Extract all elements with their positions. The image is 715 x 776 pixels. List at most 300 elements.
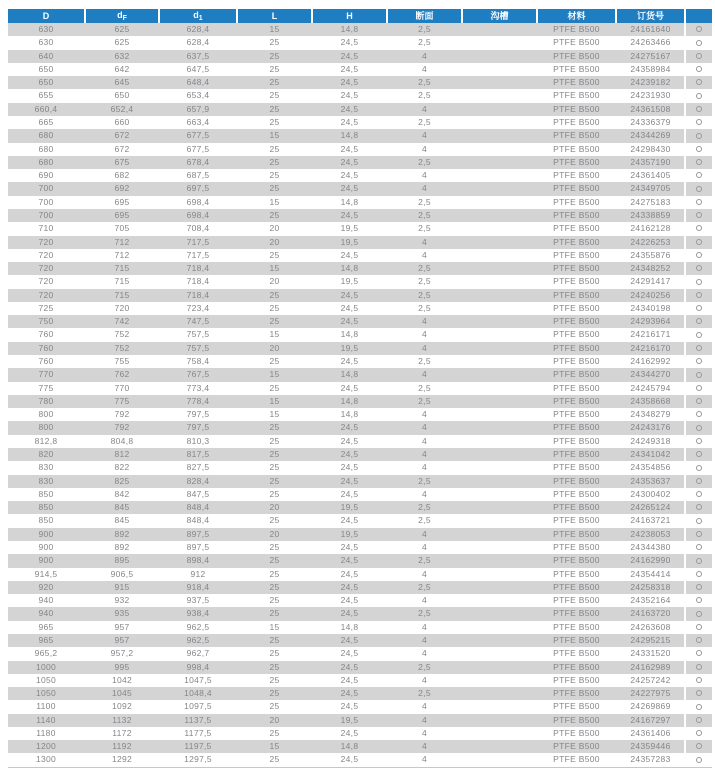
table-cell: 24163720 — [615, 607, 684, 620]
table-cell: PTFE B500 — [536, 435, 615, 448]
table-cell: 848,4 — [158, 514, 236, 527]
table-cell: 682 — [84, 169, 158, 182]
table-cell: PTFE B500 — [536, 607, 615, 620]
table-cell: 25 — [236, 289, 311, 302]
table-row — [8, 740, 712, 753]
table-cell: 24349705 — [615, 182, 684, 195]
table-cell: 24361405 — [615, 169, 684, 182]
table-cell: 830 — [8, 461, 84, 474]
table-cell: PTFE B500 — [536, 169, 615, 182]
table-cell: 775 — [84, 395, 158, 408]
order-marker-cell — [684, 528, 712, 541]
table-cell: 695 — [84, 196, 158, 209]
header-label: 订货号 — [636, 10, 664, 21]
table-cell: 720 — [8, 236, 84, 249]
table-cell: PTFE B500 — [536, 342, 615, 355]
table-cell: 717,5 — [158, 236, 236, 249]
table-cell: 24163721 — [615, 514, 684, 527]
table-cell — [461, 727, 536, 740]
table-cell — [461, 700, 536, 713]
table-cell: 1097,5 — [158, 700, 236, 713]
circle-icon — [696, 199, 702, 205]
table-cell: 24359446 — [615, 740, 684, 753]
table-cell: 4 — [386, 528, 461, 541]
table-cell: 24,5 — [311, 182, 386, 195]
table-cell: 892 — [84, 541, 158, 554]
table-cell: 690 — [8, 169, 84, 182]
table-cell: PTFE B500 — [536, 661, 615, 674]
table-row — [8, 528, 712, 541]
circle-icon — [696, 757, 702, 763]
table-cell: 775 — [8, 382, 84, 395]
table-cell: 24162128 — [615, 222, 684, 235]
circle-icon — [696, 717, 702, 723]
table-row — [8, 355, 712, 368]
table-cell: 755 — [84, 355, 158, 368]
table-cell: PTFE B500 — [536, 196, 615, 209]
table-cell: 25 — [236, 421, 311, 434]
table-cell — [461, 448, 536, 461]
table-cell: PTFE B500 — [536, 382, 615, 395]
table-cell — [461, 129, 536, 142]
table-cell: 757,5 — [158, 328, 236, 341]
table-cell: 20 — [236, 528, 311, 541]
table-cell: PTFE B500 — [536, 581, 615, 594]
table-cell — [461, 236, 536, 249]
table-row — [8, 302, 712, 315]
table-cell: 25 — [236, 488, 311, 501]
table-cell: 24265124 — [615, 501, 684, 514]
circle-icon — [696, 119, 702, 125]
table-cell — [461, 753, 536, 766]
table-cell: 995 — [84, 661, 158, 674]
table-cell: 720 — [84, 302, 158, 315]
table-cell: 4 — [386, 435, 461, 448]
table-cell — [461, 594, 536, 607]
table-cell: 24293964 — [615, 315, 684, 328]
circle-icon — [696, 358, 702, 364]
table-cell: 4 — [386, 541, 461, 554]
table-cell: 25 — [236, 302, 311, 315]
table-cell: PTFE B500 — [536, 714, 615, 727]
table-cell: 1050 — [8, 674, 84, 687]
table-cell — [461, 103, 536, 116]
circle-icon — [696, 411, 702, 417]
order-marker-cell — [684, 448, 712, 461]
table-cell: 4 — [386, 182, 461, 195]
table-cell: 642 — [84, 63, 158, 76]
order-marker-cell — [684, 541, 712, 554]
circle-icon — [696, 53, 702, 59]
table-cell: 20 — [236, 222, 311, 235]
table-cell — [461, 289, 536, 302]
circle-icon — [696, 690, 702, 696]
table-cell — [461, 262, 536, 275]
table-cell: 2,5 — [386, 289, 461, 302]
table-cell: 25 — [236, 382, 311, 395]
table-cell — [461, 63, 536, 76]
table-cell: 24257242 — [615, 674, 684, 687]
table-cell: 4 — [386, 674, 461, 687]
circle-icon — [696, 186, 702, 192]
table-cell: 2,5 — [386, 554, 461, 567]
table-cell: 900 — [8, 541, 84, 554]
table-cell: 965,2 — [8, 647, 84, 660]
table-cell: PTFE B500 — [536, 395, 615, 408]
table-cell: 14,8 — [311, 740, 386, 753]
table-cell: 24,5 — [311, 674, 386, 687]
table-cell: 25 — [236, 581, 311, 594]
table-cell — [461, 408, 536, 421]
table-cell: PTFE B500 — [536, 23, 615, 36]
table-cell: 24,5 — [311, 607, 386, 620]
table-cell: 15 — [236, 328, 311, 341]
table-cell: PTFE B500 — [536, 501, 615, 514]
table-cell — [461, 89, 536, 102]
order-marker-cell — [684, 661, 712, 674]
table-cell: 4 — [386, 143, 461, 156]
table-cell: 25 — [236, 541, 311, 554]
table-cell: 25 — [236, 116, 311, 129]
circle-icon — [696, 133, 702, 139]
table-row — [8, 342, 712, 355]
order-marker-cell — [684, 342, 712, 355]
table-cell: 24162990 — [615, 554, 684, 567]
order-marker-cell — [684, 315, 712, 328]
table-cell: 804,8 — [84, 435, 158, 448]
table-cell: 822 — [84, 461, 158, 474]
circle-icon — [696, 106, 702, 112]
order-marker-cell — [684, 116, 712, 129]
circle-icon — [696, 451, 702, 457]
table-cell: 680 — [8, 129, 84, 142]
table-row — [8, 89, 712, 102]
table-row — [8, 156, 712, 169]
circle-icon — [696, 292, 702, 298]
table-cell: 4 — [386, 169, 461, 182]
table-cell: 15 — [236, 262, 311, 275]
table-row — [8, 700, 712, 713]
table-cell — [461, 674, 536, 687]
table-cell: 25 — [236, 76, 311, 89]
table-cell: 24231930 — [615, 89, 684, 102]
table-cell: 752 — [84, 328, 158, 341]
table-cell: 19,5 — [311, 275, 386, 288]
table-cell — [461, 435, 536, 448]
table-cell: 2,5 — [386, 89, 461, 102]
table-cell: 15 — [236, 368, 311, 381]
table-cell: 2,5 — [386, 222, 461, 235]
table-cell: 672 — [84, 129, 158, 142]
order-marker-cell — [684, 607, 712, 620]
table-cell: 24338859 — [615, 209, 684, 222]
table-cell: 24348252 — [615, 262, 684, 275]
table-cell: 842 — [84, 488, 158, 501]
table-cell: 24226253 — [615, 236, 684, 249]
table-cell: 24,5 — [311, 594, 386, 607]
table-cell: 15 — [236, 740, 311, 753]
table-cell: 800 — [8, 408, 84, 421]
header-label: d — [193, 10, 199, 20]
order-marker-cell — [684, 647, 712, 660]
table-cell: 847,5 — [158, 488, 236, 501]
table-cell: 24167297 — [615, 714, 684, 727]
table-cell: PTFE B500 — [536, 129, 615, 142]
table-cell: 24357190 — [615, 156, 684, 169]
table-cell: 24,5 — [311, 753, 386, 766]
table-cell: 630 — [8, 23, 84, 36]
table-cell: 897,5 — [158, 528, 236, 541]
table-row — [8, 395, 712, 408]
table-cell: 24,5 — [311, 488, 386, 501]
table-cell: 25 — [236, 461, 311, 474]
table-cell: 24,5 — [311, 315, 386, 328]
table-row — [8, 382, 712, 395]
table-row — [8, 541, 712, 554]
circle-icon — [696, 93, 702, 99]
order-marker-cell — [684, 687, 712, 700]
table-cell: 19,5 — [311, 222, 386, 235]
table-cell: 625 — [84, 23, 158, 36]
table-cell: 4 — [386, 328, 461, 341]
table-row — [8, 116, 712, 129]
table-cell: 717,5 — [158, 249, 236, 262]
table-cell: 770 — [8, 368, 84, 381]
table-cell: 24354856 — [615, 461, 684, 474]
table-cell — [461, 169, 536, 182]
order-marker-cell — [684, 328, 712, 341]
order-marker-cell — [684, 368, 712, 381]
table-cell: 4 — [386, 368, 461, 381]
table-cell: PTFE B500 — [536, 116, 615, 129]
table-cell: 25 — [236, 355, 311, 368]
table-row — [8, 687, 712, 700]
table-cell: 24,5 — [311, 461, 386, 474]
order-marker-cell — [684, 488, 712, 501]
table-cell: 850 — [8, 488, 84, 501]
table-cell: 15 — [236, 23, 311, 36]
table-cell: PTFE B500 — [536, 740, 615, 753]
circle-icon — [696, 385, 702, 391]
table-cell: 15 — [236, 129, 311, 142]
order-marker-cell — [684, 581, 712, 594]
table-row — [8, 647, 712, 660]
order-marker-cell — [684, 222, 712, 235]
table-cell: 1132 — [84, 714, 158, 727]
table-cell: 965 — [8, 621, 84, 634]
table-cell: 24216170 — [615, 342, 684, 355]
header-label: L — [271, 10, 278, 21]
table-cell: PTFE B500 — [536, 236, 615, 249]
table-row — [8, 568, 712, 581]
table-cell: 665 — [8, 116, 84, 129]
table-cell: 645 — [84, 76, 158, 89]
table-cell: 720 — [8, 275, 84, 288]
table-cell: 762 — [84, 368, 158, 381]
table-cell: 940 — [8, 607, 84, 620]
table-cell: 1292 — [84, 753, 158, 766]
table-cell — [461, 501, 536, 514]
table-cell: 24353637 — [615, 475, 684, 488]
table-cell: PTFE B500 — [536, 528, 615, 541]
table-cell — [461, 209, 536, 222]
table-cell — [461, 461, 536, 474]
table-cell: 830 — [8, 475, 84, 488]
table-cell: 962,7 — [158, 647, 236, 660]
table-cell: 2,5 — [386, 36, 461, 49]
header-cell-order-marker — [684, 9, 712, 23]
table-cell: 14,8 — [311, 196, 386, 209]
table-cell: 24,5 — [311, 143, 386, 156]
table-cell: 2,5 — [386, 355, 461, 368]
table-cell — [461, 607, 536, 620]
circle-icon — [696, 650, 702, 656]
circle-icon — [696, 425, 702, 431]
table-cell: 25 — [236, 50, 311, 63]
table-cell: 700 — [8, 209, 84, 222]
table-cell: 850 — [8, 514, 84, 527]
circle-icon — [696, 372, 702, 378]
table-cell: 695 — [84, 209, 158, 222]
circle-icon — [696, 66, 702, 72]
table-cell: 2,5 — [386, 607, 461, 620]
table-cell: 14,8 — [311, 328, 386, 341]
table-cell: PTFE B500 — [536, 700, 615, 713]
order-marker-cell — [684, 23, 712, 36]
table-cell: 24358668 — [615, 395, 684, 408]
order-marker-cell — [684, 143, 712, 156]
table-cell — [461, 368, 536, 381]
order-marker-cell — [684, 289, 712, 302]
table-cell: 2,5 — [386, 275, 461, 288]
table-row — [8, 209, 712, 222]
table-cell: 1045 — [84, 687, 158, 700]
table-cell: PTFE B500 — [536, 634, 615, 647]
order-marker-cell — [684, 554, 712, 567]
table-body — [8, 23, 712, 767]
table-cell: 718,4 — [158, 275, 236, 288]
table-cell: PTFE B500 — [536, 488, 615, 501]
header-cell — [236, 9, 311, 23]
header-cell — [311, 9, 386, 23]
order-marker-cell — [684, 461, 712, 474]
table-cell: PTFE B500 — [536, 753, 615, 766]
table-row — [8, 315, 712, 328]
table-cell: 24,5 — [311, 421, 386, 434]
table-cell: 25 — [236, 753, 311, 766]
table-cell: 778,4 — [158, 395, 236, 408]
table-cell: 720 — [8, 262, 84, 275]
table-cell — [461, 581, 536, 594]
circle-icon — [696, 305, 702, 311]
table-row — [8, 143, 712, 156]
order-marker-cell — [684, 753, 712, 766]
table-cell: 718,4 — [158, 289, 236, 302]
table-cell: 25 — [236, 89, 311, 102]
table-row — [8, 182, 712, 195]
table-cell: 1047,5 — [158, 674, 236, 687]
table-row — [8, 581, 712, 594]
table-cell: 24336379 — [615, 116, 684, 129]
table-cell: 24,5 — [311, 581, 386, 594]
circle-icon — [696, 491, 702, 497]
table-cell: 14,8 — [311, 129, 386, 142]
table-cell: 812 — [84, 448, 158, 461]
table-cell: 698,4 — [158, 209, 236, 222]
table-cell: 906,5 — [84, 568, 158, 581]
order-marker-cell — [684, 275, 712, 288]
table-cell: 24,5 — [311, 156, 386, 169]
table-cell: 697,5 — [158, 182, 236, 195]
table-cell: 678,4 — [158, 156, 236, 169]
table-row — [8, 289, 712, 302]
circle-icon — [696, 478, 702, 484]
table-cell: 962,5 — [158, 621, 236, 634]
table-cell — [461, 222, 536, 235]
circle-icon — [696, 584, 702, 590]
table-row — [8, 554, 712, 567]
table-cell: 712 — [84, 249, 158, 262]
table-cell: 24239182 — [615, 76, 684, 89]
table-cell: 24,5 — [311, 103, 386, 116]
table-cell: 24,5 — [311, 435, 386, 448]
table-cell: 24161640 — [615, 23, 684, 36]
order-marker-cell — [684, 209, 712, 222]
table-cell: 825 — [84, 475, 158, 488]
table-row — [8, 262, 712, 275]
table-cell: 24269869 — [615, 700, 684, 713]
table-cell: 25 — [236, 568, 311, 581]
table-cell: 715 — [84, 262, 158, 275]
table-cell: 24354414 — [615, 568, 684, 581]
order-marker-cell — [684, 103, 712, 116]
table-cell: 725 — [8, 302, 84, 315]
table-cell — [461, 634, 536, 647]
table-cell: PTFE B500 — [536, 275, 615, 288]
table-cell: 820 — [8, 448, 84, 461]
table-row — [8, 408, 712, 421]
table-cell: 770 — [84, 382, 158, 395]
table-cell: 24,5 — [311, 727, 386, 740]
table-cell: 747,5 — [158, 315, 236, 328]
table-row — [8, 674, 712, 687]
table-cell: 24227975 — [615, 687, 684, 700]
table-cell: 742 — [84, 315, 158, 328]
table-cell: 2,5 — [386, 581, 461, 594]
table-cell: 14,8 — [311, 621, 386, 634]
table-cell — [461, 143, 536, 156]
table-cell: PTFE B500 — [536, 76, 615, 89]
table-cell: 24355876 — [615, 249, 684, 262]
table-cell: 708,4 — [158, 222, 236, 235]
header-label: H — [346, 10, 353, 21]
table-cell: 757,5 — [158, 342, 236, 355]
table-cell: 24275167 — [615, 50, 684, 63]
table-cell: 24,5 — [311, 568, 386, 581]
order-marker-cell — [684, 302, 712, 315]
circle-icon — [696, 544, 702, 550]
table-row — [8, 753, 712, 766]
table-cell — [461, 249, 536, 262]
table-cell: 25 — [236, 182, 311, 195]
table-cell: 675 — [84, 156, 158, 169]
table-row — [8, 129, 712, 142]
order-marker-cell — [684, 36, 712, 49]
table-cell: 25 — [236, 674, 311, 687]
circle-icon — [696, 664, 702, 670]
circle-icon — [696, 239, 702, 245]
table-cell: 2,5 — [386, 382, 461, 395]
